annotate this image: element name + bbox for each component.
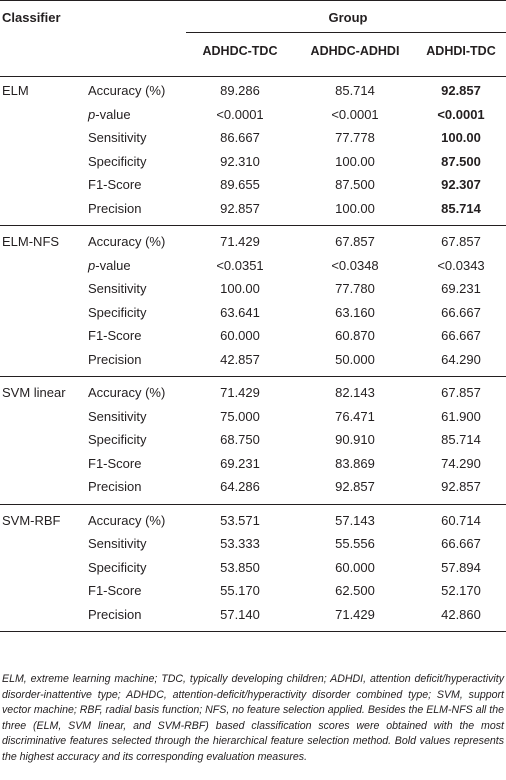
value-cell: 92.857 xyxy=(335,479,375,494)
value-cell: 86.667 xyxy=(220,130,260,145)
table-row xyxy=(0,230,506,254)
value-cell: 87.500 xyxy=(441,153,481,169)
value-cell: 77.780 xyxy=(335,281,375,296)
metric-name: Sensitivity xyxy=(88,281,147,296)
value-cell: 89.286 xyxy=(220,83,260,98)
metric-name: Sensitivity xyxy=(88,536,147,551)
value-cell: 100.00 xyxy=(220,281,260,296)
value-cell: 62.500 xyxy=(335,583,375,598)
table-row xyxy=(0,348,506,372)
value-cell: 53.571 xyxy=(220,512,260,528)
metric-name: Precision xyxy=(88,351,142,367)
value-cell: 57.143 xyxy=(335,512,375,528)
value-cell: 60.870 xyxy=(335,328,375,343)
value-cell: 89.655 xyxy=(220,177,260,192)
metric-name: Specificity xyxy=(88,432,147,447)
table-header xyxy=(0,0,506,77)
metric-name: Sensitivity xyxy=(88,130,147,145)
value-cell: 85.714 xyxy=(441,200,481,216)
group-divider xyxy=(186,32,506,33)
value-cell: 61.900 xyxy=(441,408,481,424)
metric-name: Accuracy (%) xyxy=(88,385,166,400)
table-row xyxy=(0,405,506,429)
table-row xyxy=(0,79,506,103)
metric-italic: p xyxy=(88,106,96,122)
value-cell: 100.00 xyxy=(441,130,481,145)
classifier-group xyxy=(0,377,506,505)
classifier-group xyxy=(0,226,506,377)
value-cell: 55.556 xyxy=(335,536,375,551)
table-row xyxy=(0,324,506,348)
table-row xyxy=(0,173,506,197)
value-cell: 82.143 xyxy=(335,385,375,400)
table-footnote: ELM, extreme learning machine; TDC, typically developing children; ADHDI, attention deficit/hyperactivity disorder-inattentive type; ADHDC, attention-deficit/hyperactivity disorder combined type; SVM, support vector machine; RBF, radial basis function; NFS, no feature selection applied. Besides the ELM-NFS all the three (ELM, SVM linear, and SVM-RBF) based classification scores were obtained with the most discriminative features selected through the hierarchical feature selection method. Bold values represents the highest accuracy and its corresponding evaluation measures. xyxy=(2,673,504,763)
table-row xyxy=(0,103,506,127)
value-cell: 60.714 xyxy=(441,512,481,528)
value-cell: 67.857 xyxy=(335,234,375,249)
table-row xyxy=(0,254,506,278)
metric-name: Accuracy (%) xyxy=(88,512,166,528)
metric-name: Sensitivity xyxy=(88,408,147,424)
value-cell: 60.000 xyxy=(335,559,375,575)
value-cell: 92.310 xyxy=(220,153,260,169)
classifier-group xyxy=(0,505,506,633)
metric-name: F1-Score xyxy=(88,177,142,192)
table-row xyxy=(0,428,506,452)
classifier-name: SVM-RBF xyxy=(2,512,61,528)
table-row xyxy=(0,603,506,627)
column-header-adhdi-tdc: ADHDI-TDC xyxy=(426,44,496,58)
value-cell: 85.714 xyxy=(335,83,375,98)
table-row xyxy=(0,452,506,476)
value-cell: 60.000 xyxy=(220,328,260,343)
value-cell: <0.0348 xyxy=(331,257,379,273)
value-cell: 92.857 xyxy=(441,479,481,494)
table-row xyxy=(0,126,506,150)
value-cell: 64.290 xyxy=(441,351,481,367)
table-row xyxy=(0,197,506,221)
table-body xyxy=(0,77,506,632)
value-cell: 71.429 xyxy=(220,234,260,249)
value-cell: 100.00 xyxy=(335,153,375,169)
value-cell: <0.0343 xyxy=(437,257,485,273)
metric-name: F1-Score xyxy=(88,455,142,471)
metric-name: Specificity xyxy=(88,559,147,575)
table-row xyxy=(0,475,506,499)
value-cell: 63.160 xyxy=(335,304,375,320)
classifier-name: SVM linear xyxy=(2,385,66,400)
value-cell: 75.000 xyxy=(220,408,260,424)
value-cell: 53.850 xyxy=(220,559,260,575)
value-cell: 67.857 xyxy=(441,234,481,249)
value-cell: 92.857 xyxy=(441,83,481,98)
table-row xyxy=(0,532,506,556)
table-row xyxy=(0,381,506,405)
value-cell: 90.910 xyxy=(335,432,375,447)
value-cell: 66.667 xyxy=(441,536,481,551)
value-cell: 66.667 xyxy=(441,328,481,343)
metric-name xyxy=(88,107,131,122)
table-row xyxy=(0,150,506,174)
value-cell: 68.750 xyxy=(220,432,260,447)
value-cell: 77.778 xyxy=(335,130,375,145)
value-cell: 100.00 xyxy=(335,200,375,216)
metric-name: F1-Score xyxy=(88,583,142,598)
metric-italic: p xyxy=(88,257,96,273)
metric-name xyxy=(88,258,131,273)
value-cell: 42.857 xyxy=(220,351,260,367)
metric-name: Precision xyxy=(88,200,142,216)
value-cell: 67.857 xyxy=(441,385,481,400)
value-cell: 76.471 xyxy=(335,408,375,424)
table-row xyxy=(0,277,506,301)
classifier-group xyxy=(0,77,506,226)
value-cell: 52.170 xyxy=(441,583,481,598)
value-cell: 53.333 xyxy=(220,536,260,551)
value-cell: 87.500 xyxy=(335,177,375,192)
metric-name: Precision xyxy=(88,479,142,494)
value-cell: 42.860 xyxy=(441,606,481,622)
value-cell: 66.667 xyxy=(441,304,481,320)
value-cell: 83.869 xyxy=(335,455,375,471)
value-cell: 85.714 xyxy=(441,432,481,447)
metric-name: F1-Score xyxy=(88,328,142,343)
classifier-header: Classifier xyxy=(2,10,61,25)
value-cell: 64.286 xyxy=(220,479,260,494)
metric-name: Specificity xyxy=(88,153,147,169)
value-cell: 57.140 xyxy=(220,606,260,622)
value-cell: 92.857 xyxy=(220,200,260,216)
group-header: Group xyxy=(328,10,368,25)
value-cell: <0.0001 xyxy=(216,106,264,122)
value-cell: <0.0001 xyxy=(437,106,485,122)
column-header-adhdc-tdc: ADHDC-TDC xyxy=(202,44,278,58)
metric-name: Specificity xyxy=(88,304,147,320)
value-cell: 57.894 xyxy=(441,559,481,575)
value-cell: 63.641 xyxy=(220,304,260,320)
metric-name: Accuracy (%) xyxy=(88,83,166,98)
table-row xyxy=(0,301,506,325)
value-cell: 74.290 xyxy=(441,455,481,471)
value-cell: 69.231 xyxy=(441,281,481,296)
metric-name: Accuracy (%) xyxy=(88,234,166,249)
table-row xyxy=(0,556,506,580)
value-cell: <0.0001 xyxy=(331,106,379,122)
table-row xyxy=(0,509,506,533)
metric-name: Precision xyxy=(88,606,142,622)
metric-rest: -value xyxy=(95,106,131,122)
value-cell: 71.429 xyxy=(220,385,260,400)
classifier-name: ELM xyxy=(2,83,29,98)
classifier-name: ELM-NFS xyxy=(2,234,60,249)
column-header-adhdc-adhdi: ADHDC-ADHDI xyxy=(310,44,400,58)
metric-rest: -value xyxy=(95,257,131,273)
value-cell: 55.170 xyxy=(220,583,260,598)
value-cell: <0.0351 xyxy=(216,257,264,273)
table-row xyxy=(0,579,506,603)
value-cell: 50.000 xyxy=(335,351,375,367)
value-cell: 92.307 xyxy=(441,177,481,192)
value-cell: 69.231 xyxy=(220,455,260,471)
value-cell: 71.429 xyxy=(335,606,375,622)
